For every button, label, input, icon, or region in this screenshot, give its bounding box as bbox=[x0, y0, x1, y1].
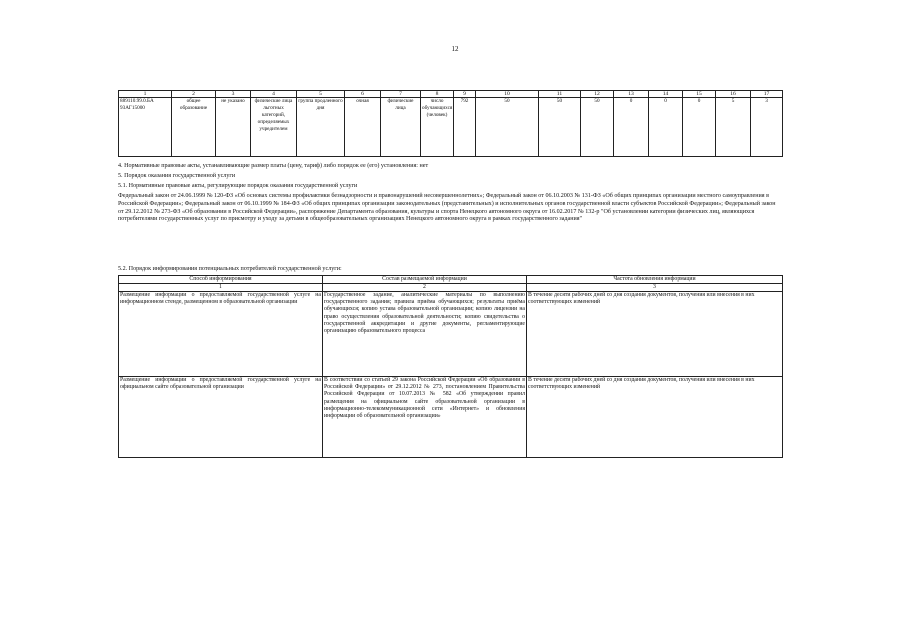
table1-cell: 0 bbox=[649, 98, 683, 157]
table2-number-cell: 1 bbox=[119, 284, 323, 292]
table2-header-cell: Способ информирования bbox=[119, 276, 323, 284]
table1-cell: число обучающихся (человек) bbox=[421, 98, 454, 157]
table2-number-cell: 2 bbox=[323, 284, 527, 292]
table1-header-cell: 7 bbox=[381, 91, 421, 98]
table2-row bbox=[119, 292, 783, 377]
table1-header-cell: 3 bbox=[216, 91, 251, 98]
table1-cell: 50 bbox=[581, 98, 614, 157]
section-5-heading: 5. Порядок оказания государственной услуги bbox=[118, 173, 236, 179]
table1-cell: 0 bbox=[614, 98, 649, 157]
table1-cell: 0 bbox=[683, 98, 716, 157]
table1-cell: общее образование bbox=[172, 98, 216, 157]
table2-cell-frequency: В течение десяти рабочих дней со дня создания документов, получения или внесения в них соответствующих изменений bbox=[527, 292, 783, 377]
table2-cell-frequency: В течение десяти рабочих дней со дня создания документов, получения или внесения в них соответствующих изменений bbox=[527, 377, 783, 458]
table1-cell: физические лица льготных категорий, определяемых учредителем bbox=[251, 98, 297, 157]
table1-header-cell: 5 bbox=[297, 91, 345, 98]
regulatory-acts-text: Федеральный закон от 24.06.1999 № 120-ФЗ «Об основах системы профилактики безнадзорности и правонарушений несовершеннолетних»; Федеральный закон от 06.10.2003 № 131-ФЗ «Об общих принципах организации местного самоуправления в Российской Федерации»; Федеральный закон от 06.10.1999 № 184-ФЗ «Об общих принципах организации законодательных (представительных) и исполнительных органов государственной власти субъектов Российской Федерации»; Федеральный закон от 29.12.2012 № 273-ФЗ «Об образовании в Российской Федерации», распоряжение Департамента образования, культуры и спорта Ненецкого автономного округа от 16.02.2017 № 132-р "Об установлении категории физических лиц, являющихся потребителями государственных услуг по присмотру и уходу за детьми в общеобразовательных организациях Ненецкого автономного округа в рамках государственного задания" bbox=[118, 193, 776, 223]
section-5-1-heading: 5.1. Нормативные правовые акты, регулирующие порядок оказания государственной услуги bbox=[118, 183, 358, 189]
table2-cell-method: Размещение информации о предоставляемой государственной услуге на официальном сайте образовательной организации bbox=[119, 377, 323, 458]
table1-cell: 3 bbox=[751, 98, 783, 157]
table1-header-cell: 12 bbox=[581, 91, 614, 98]
table2-number-cell: 3 bbox=[527, 284, 783, 292]
table1-header-cell: 17 bbox=[751, 91, 783, 98]
table1-header-cell: 16 bbox=[716, 91, 751, 98]
table2-header-cell: Состав размещаемой информации bbox=[323, 276, 527, 284]
informing-procedure-table bbox=[118, 275, 783, 458]
table1-cell: 50 bbox=[476, 98, 539, 157]
table2-cell-method: Размещение информации о предоставляемой государственной услуге на информационном стенде, размещенном в образовательной организации bbox=[119, 292, 323, 377]
table1-cell: 889110.99.0.БА 93АГ15000 bbox=[119, 98, 172, 157]
table2-number-row bbox=[119, 284, 783, 292]
table1-cell: 792 bbox=[454, 98, 476, 157]
table1-cell: группа продленного дня bbox=[297, 98, 345, 157]
page-number: 12 bbox=[451, 45, 459, 53]
table1-cell: не указано bbox=[216, 98, 251, 157]
table1-header-cell: 4 bbox=[251, 91, 297, 98]
table1-header-row bbox=[119, 91, 783, 98]
table1-cell: 5 bbox=[716, 98, 751, 157]
table1-header-cell: 13 bbox=[614, 91, 649, 98]
table1-header-cell: 15 bbox=[683, 91, 716, 98]
table2-row bbox=[119, 377, 783, 458]
table1-cell: очная bbox=[345, 98, 381, 157]
table1-header-cell: 11 bbox=[539, 91, 581, 98]
section-4-payment-acts: 4. Нормативные правовые акты, устанавливающие размер платы (цену, тариф) либо порядок ее (его) установления: нет bbox=[118, 163, 429, 169]
table1-data-row bbox=[119, 98, 783, 157]
table1-header-cell: 1 bbox=[119, 91, 172, 98]
table1-cell: физические лица bbox=[381, 98, 421, 157]
table1-header-cell: 6 bbox=[345, 91, 381, 98]
table2-cell-content: В соответствии со статьей 29 закона Российской Федерации «Об образовании в Российской Федерации» от 29.12.2012 № 273, постановлением Правительства Российской Федерации от 10.07.2013 № 582 «Об утверждении правил размещения на официальном сайте образовательной организации в информационно-телекоммуникационной сети «Интернет» и обновления информации об образовательной организации» bbox=[323, 377, 527, 458]
table1-header-cell: 8 bbox=[421, 91, 454, 98]
section-5-2-heading: 5.2. Порядок информирования потенциальных потребителей государственной услуги: bbox=[118, 266, 342, 272]
table1-header-cell: 10 bbox=[476, 91, 539, 98]
table1-cell: 50 bbox=[539, 98, 581, 157]
table2-header-row bbox=[119, 276, 783, 284]
table2-cell-content: Государственное задание, аналитические материалы по выполнению государственного задания; правила приёма обучающихся; результаты приёма обучающихся; копию устава образовательной организации; копию лицензии на право осуществления образовательной деятельности; копию свидетельства о государственной аккредитации и другие документы, регламентирующие организацию образовательного процесса bbox=[323, 292, 527, 377]
table1-header-cell: 2 bbox=[172, 91, 216, 98]
table1-header-cell: 9 bbox=[454, 91, 476, 98]
table1-header-cell: 14 bbox=[649, 91, 683, 98]
table2-header-cell: Частота обновления информации bbox=[527, 276, 783, 284]
service-indicators-table bbox=[118, 90, 783, 157]
